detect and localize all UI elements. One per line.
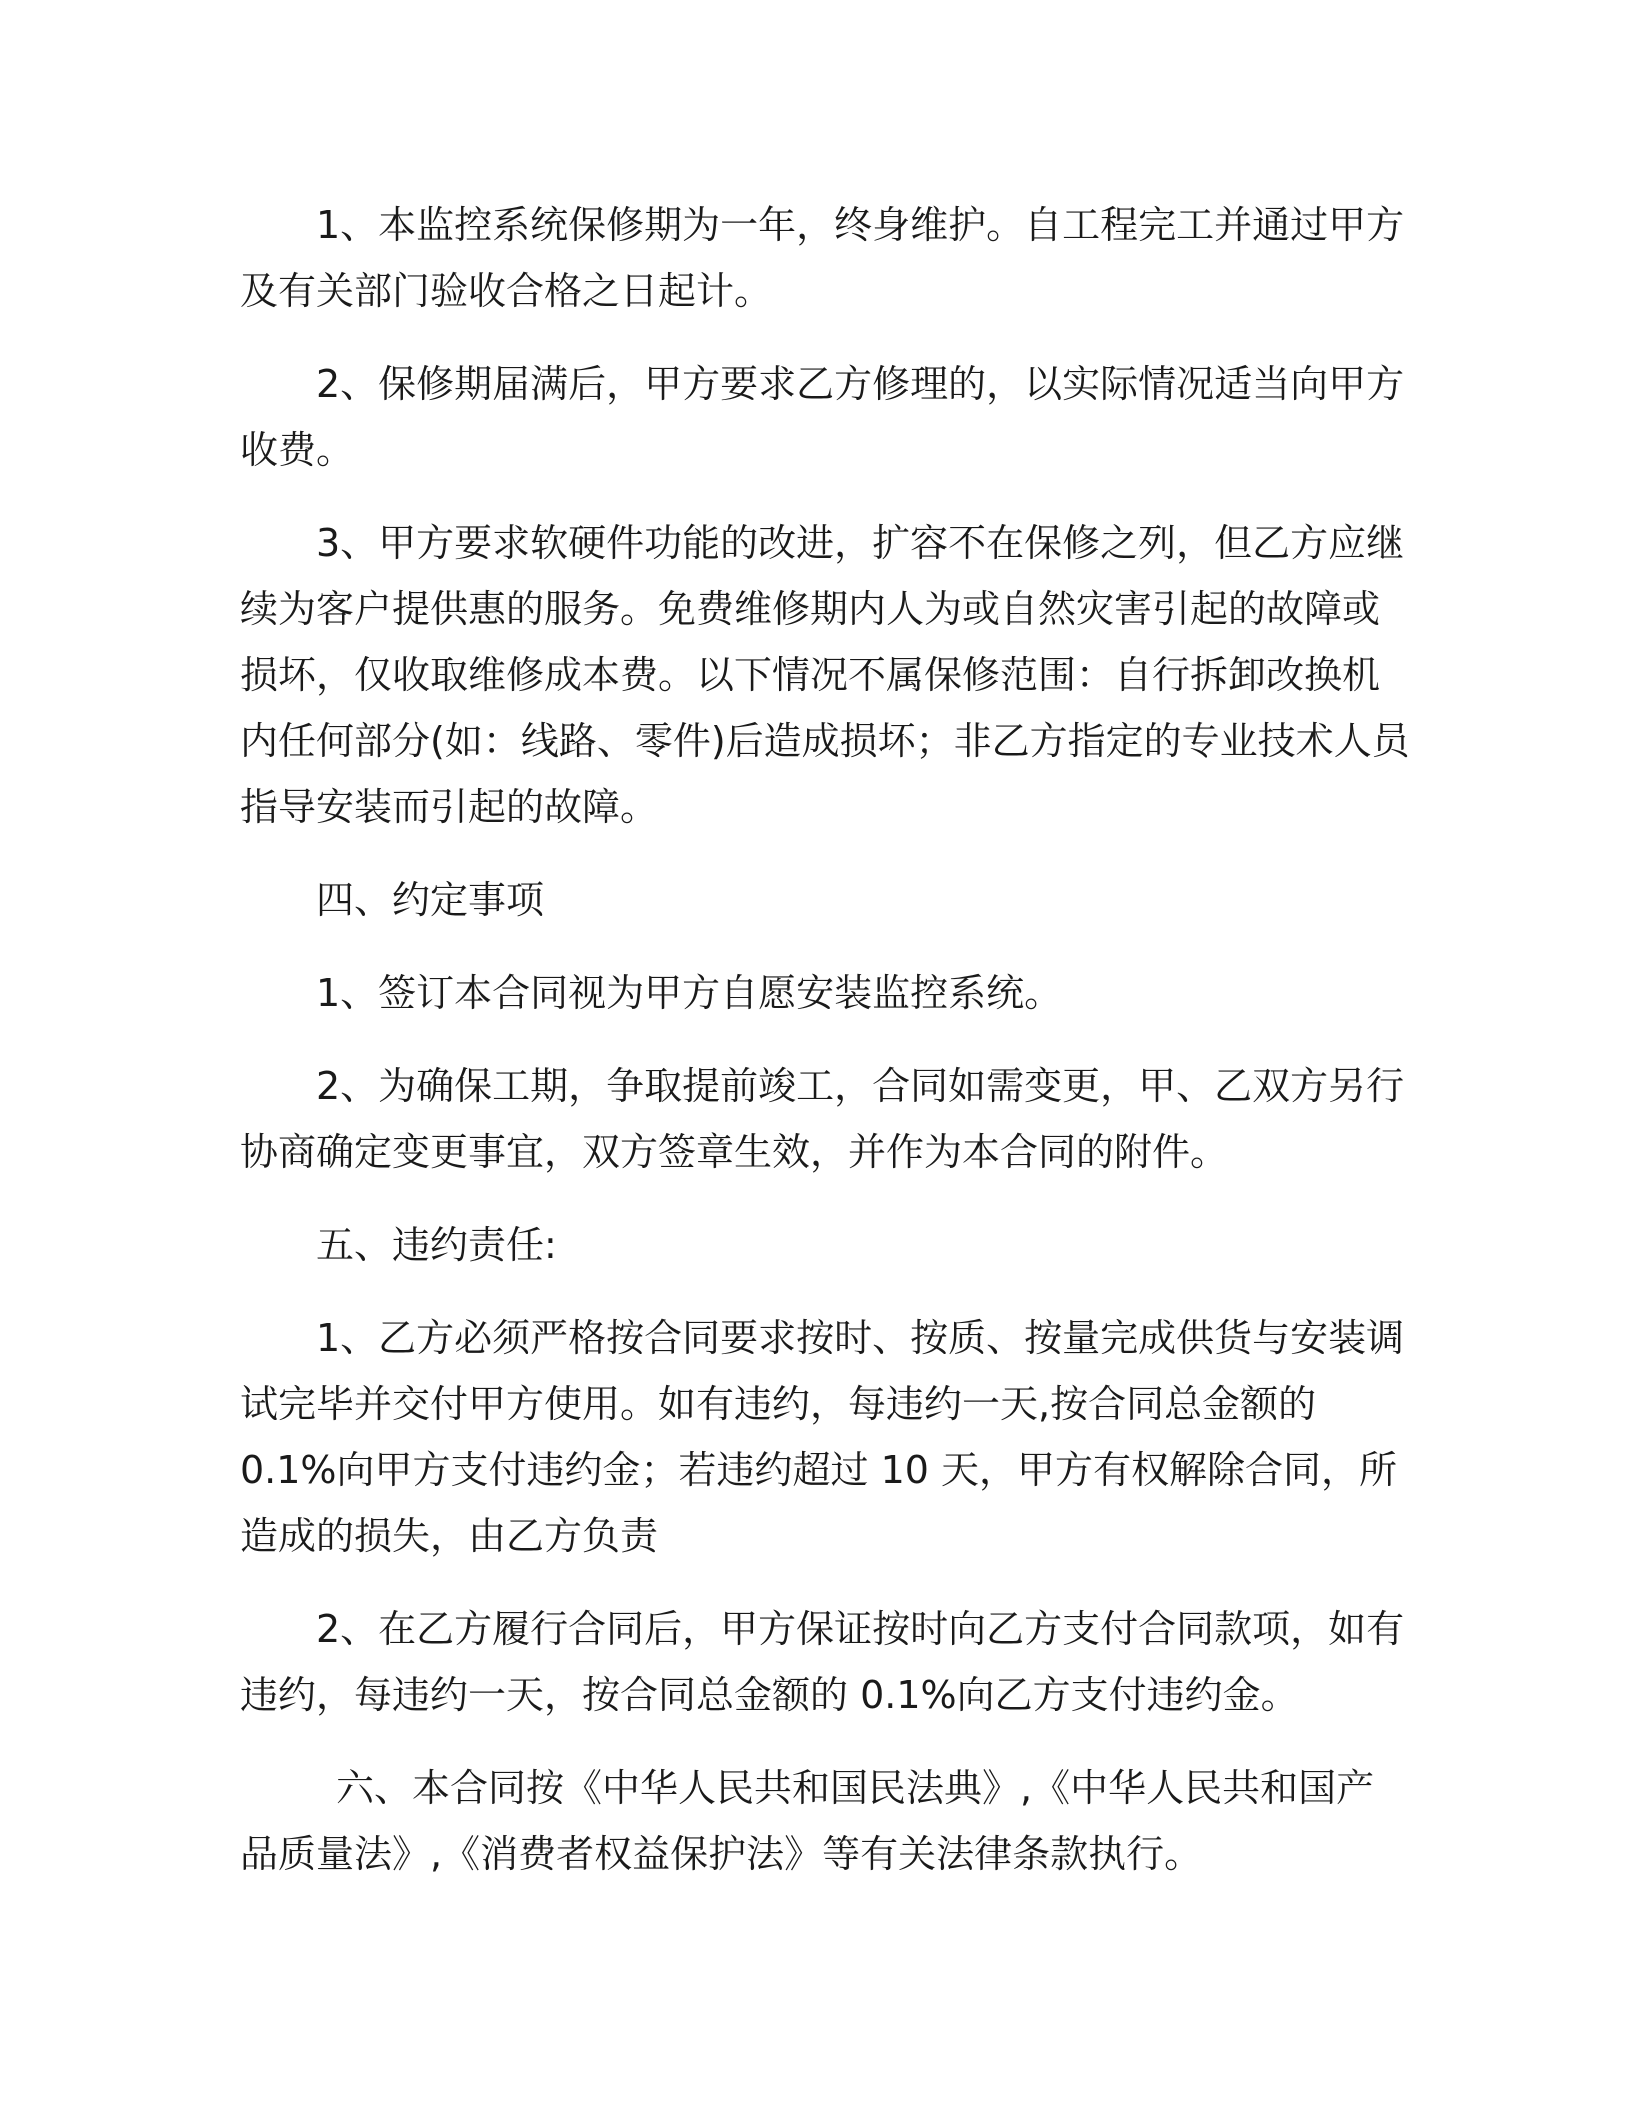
section-heading-text: 四、约定事项 (316, 878, 545, 922)
document-body (240, 192, 1410, 1914)
paragraph-section-6 (240, 1755, 1390, 1887)
paragraph-line: 指导安装而引起的故障。 (240, 785, 659, 829)
paragraph-agreement-1 (240, 960, 1390, 1026)
paragraph-liability-2 (240, 1596, 1405, 1728)
paragraph-line: 损坏，仅收取维修成本费。以下情况不属保修范围：自行拆卸改换机 (240, 653, 1381, 697)
paragraph-line: 1、乙方必须严格按合同要求按时、按质、按量完成供货与安装调 (316, 1316, 1405, 1360)
paragraph-line: 内任何部分(如：线路、零件)后造成损坏；非乙方指定的专业技术人员 (240, 719, 1410, 763)
paragraph-line: 违约，每违约一天，按合同总金额的 0.1%向乙方支付违约金。 (240, 1673, 1299, 1717)
paragraph-line: 2、保修期届满后，甲方要求乙方修理的，以实际情况适当向甲方 (316, 362, 1405, 406)
paragraph-line: 六、本合同按《中华人民共和国民法典》,《中华人民共和国产 (336, 1766, 1375, 1810)
paragraph-line: 0.1%向甲方支付违约金；若违约超过 10 天，甲方有权解除合同，所 (240, 1448, 1398, 1492)
paragraph-liability-1 (240, 1305, 1405, 1569)
paragraph-line: 造成的损失，由乙方负责 (240, 1514, 659, 1558)
section-heading-4 (240, 867, 1390, 933)
paragraph-warranty-2 (240, 351, 1405, 483)
paragraph-line: 协商确定变更事宜，双方签章生效，并作为本合同的附件。 (240, 1130, 1229, 1174)
paragraph-warranty-1 (240, 192, 1405, 324)
paragraph-line: 试完毕并交付甲方使用。如有违约，每违约一天,按合同总金额的 (240, 1382, 1317, 1426)
paragraph-line: 2、在乙方履行合同后，甲方保证按时向乙方支付合同款项，如有 (316, 1607, 1405, 1651)
paragraph-line: 1、签订本合同视为甲方自愿安装监控系统。 (316, 971, 1063, 1015)
section-heading-5 (240, 1212, 1390, 1278)
paragraph-agreement-2 (240, 1053, 1405, 1185)
paragraph-line: 3、甲方要求软硬件功能的改进，扩容不在保修之列，但乙方应继 (316, 521, 1405, 565)
section-heading-text: 五、违约责任: (316, 1223, 557, 1267)
paragraph-warranty-3 (240, 510, 1410, 840)
paragraph-line: 1、本监控系统保修期为一年，终身维护。自工程完工并通过甲方 (316, 203, 1405, 247)
paragraph-line: 及有关部门验收合格之日起计。 (240, 269, 773, 313)
paragraph-line: 续为客户提供惠的服务。免费维修期内人为或自然灾害引起的故障或 (240, 587, 1381, 631)
paragraph-line: 收费。 (240, 428, 355, 472)
paragraph-line: 品质量法》,《消费者权益保护法》等有关法律条款执行。 (240, 1832, 1203, 1876)
paragraph-line: 2、为确保工期，争取提前竣工，合同如需变更，甲、乙双方另行 (316, 1064, 1405, 1108)
